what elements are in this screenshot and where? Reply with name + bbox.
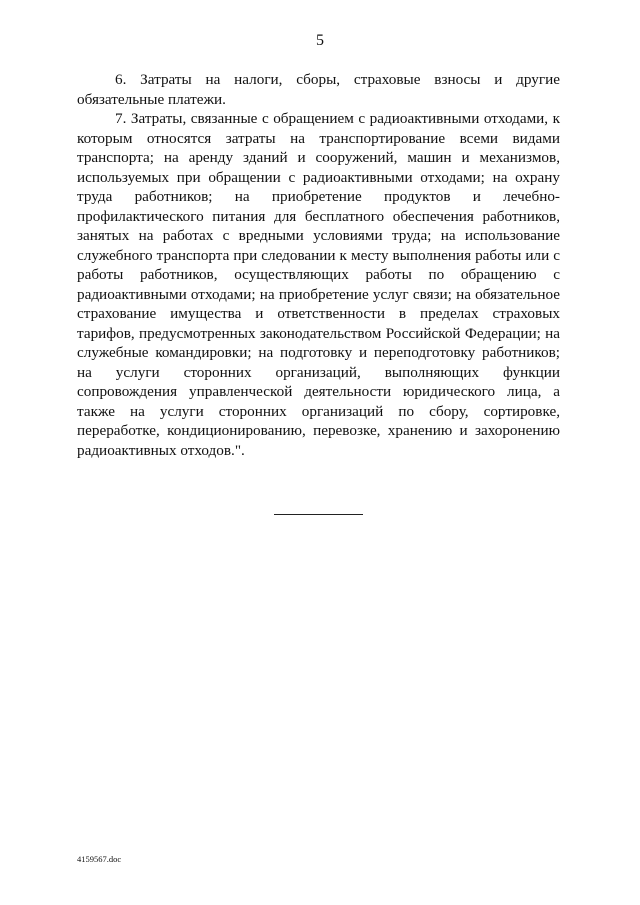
end-separator-line [274,514,363,515]
paragraph-item-7: 7. Затраты, связанные с обращением с радиоактивными отходами, к которым относятся затраты на транспортирование всеми видами транспорта; на аренду зданий и сооружений, машин и механизмов, используемых при обращении с радиоактивными отходами; на охрану труда работников; на приобретение продуктов и лечебно-профилактического питания для бесплатного обеспечения работников, занятых на работах с вредными условиями труда; на использование служебного транспорта при следовании к месту выполнения работы или с работы работников, осуществляющих работы по обращению с радиоактивными отходами; на приобретение услуг связи; на обязательное страхование имущества и ответственности в пределах страховых тарифов, предусмотренных законодательством Российской Федерации; на служебные командировки; на подготовку и переподготовку работников; на услуги сторонних организаций, выполняющих функции сопровождения управленческой деятельности юридического лица, а также на услуги сторонних организаций по сбору, сортировке, переработке, кондиционированию, перевозке, хранению и захоронению радиоактивных отходов.". [77,110,560,459]
paragraph-item-6: 6. Затраты на налоги, сборы, страховые взносы и другие обязательные платежи. [77,71,560,108]
footer-filename: 4159567.doc [77,854,122,864]
page-number: 5 [316,32,324,49]
document-body [77,70,560,460]
